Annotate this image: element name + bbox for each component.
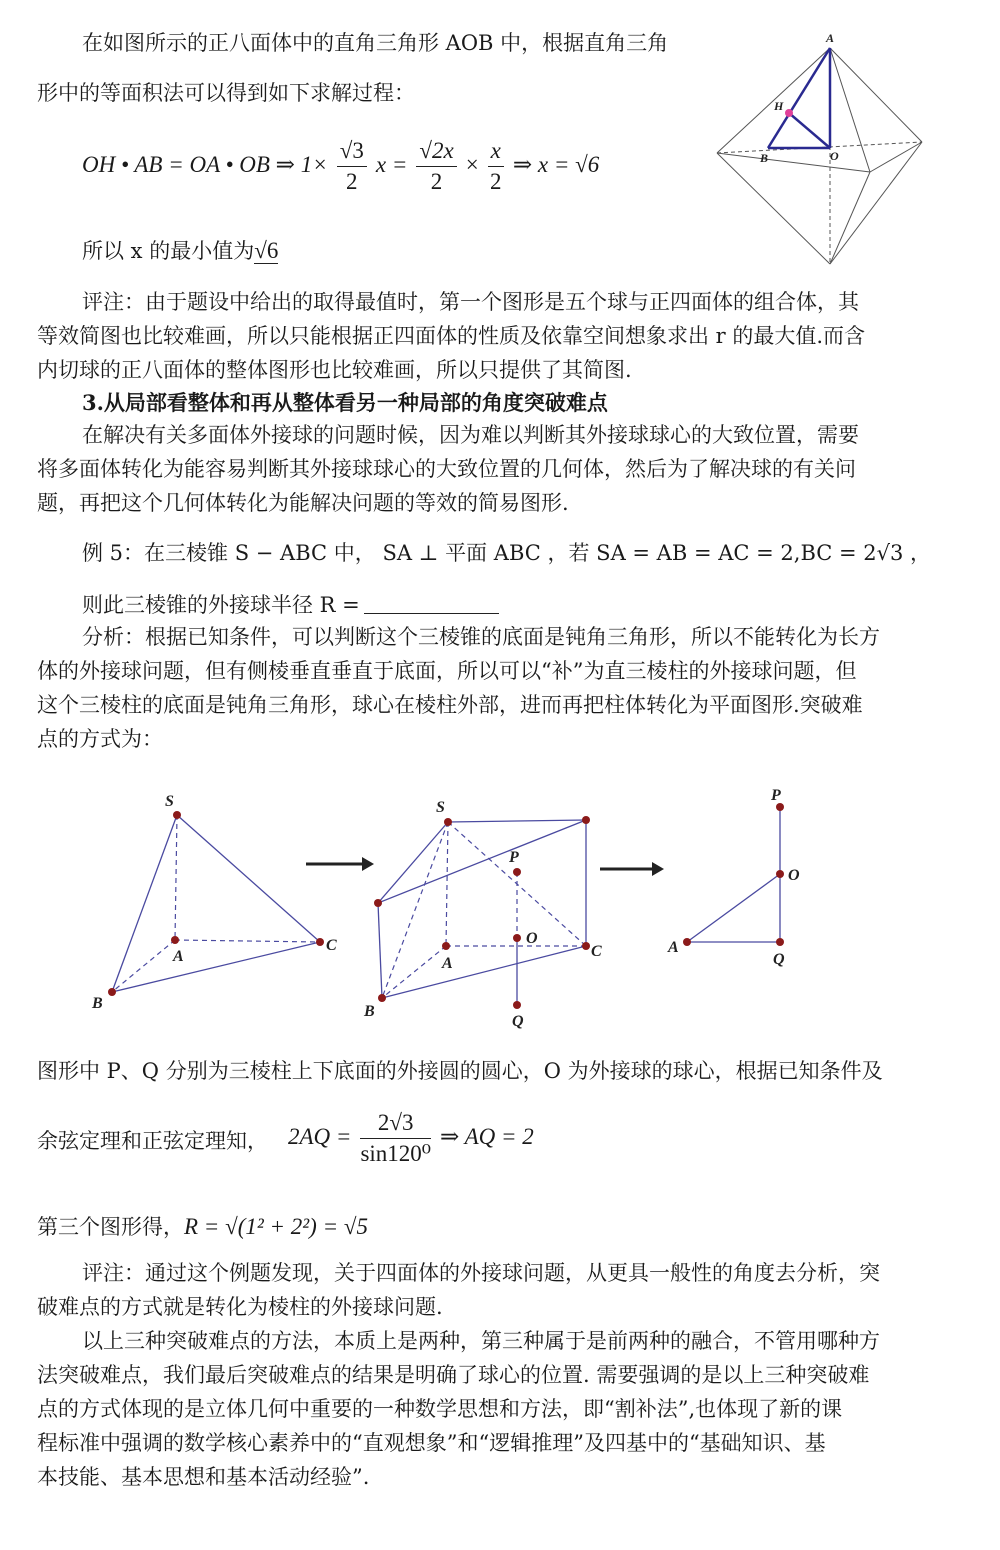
section-heading-3: 3.从局部看整体和再从整体看另一种局部的角度突破难点 xyxy=(82,390,608,415)
answer-blank xyxy=(364,593,499,614)
octa-label-O: O xyxy=(830,149,839,163)
comment1-line2: 等效简图也比较难画，所以只能根据正四面体的性质及依靠空间想象求出 r 的最大值.而含 xyxy=(37,324,866,348)
formula-aq: 2AQ = $\frac{2√3}{\text{sin120⁰}}$ ⇒ AQ = 2 xyxy=(288,1110,534,1166)
para3-line3: 题，再把这个几何体转化为能解决问题的等效的简易图形. xyxy=(37,491,569,515)
fig2-label-B: B xyxy=(364,1003,375,1020)
formula1-frac1: $\frac{√3}{2}$ xyxy=(337,136,367,197)
arrow-1 xyxy=(306,857,374,871)
octa-label-H: H xyxy=(774,99,784,113)
fig3-label-Q: Q xyxy=(773,951,785,968)
para3-line2: 将多面体转化为能容易判断其外接球球心的大致位置的几何体，然后为了解决球的有关问 xyxy=(37,457,856,481)
conclusion1: 所以 x 的最小值为√6 xyxy=(82,238,279,263)
formula1-frac3: $\frac{x}{2}$ xyxy=(488,136,504,197)
fig2-label-Q: Q xyxy=(512,1013,524,1030)
fig3-label-A: A xyxy=(668,939,679,956)
fig3-label-P: P xyxy=(771,787,781,804)
afterfig-line2: 余弦定理和正弦定理知， xyxy=(37,1129,268,1153)
analysis-line1: 分析：根据已知条件，可以判断这个三棱锥的底面是钝角三角形，所以不能转化为长方 xyxy=(82,625,880,649)
para1-line2: 形中的等面积法可以得到如下求解过程： xyxy=(37,81,415,105)
figure2-prism xyxy=(363,799,602,1030)
comment2-line2: 破难点的方式就是转化为棱柱的外接球问题. xyxy=(37,1295,443,1319)
formula1-lhs: OH • AB = OA • OB ⇒ 1× xyxy=(82,152,328,178)
comment1-line3: 内切球的正八面体的整体图形也比较难画，所以只提供了其简图. xyxy=(37,358,632,382)
formula1-frac2: $\frac{√2x}{2}$ xyxy=(416,136,456,197)
fig1-label-C: C xyxy=(326,937,337,954)
para4-line3: 点的方式体现的是立体几何中重要的一种数学思想和方法，即“割补法”,也体现了新的课 xyxy=(37,1397,843,1421)
afterfig-line3: 第三个图形得，R = √(1² + 2²) = √5 xyxy=(37,1214,368,1239)
para1-line1: 在如图所示的正八面体中的直角三角形 AOB 中，根据直角三角 xyxy=(82,31,669,55)
formula1-mid: x = xyxy=(375,152,408,178)
formula1-times: × xyxy=(465,152,479,178)
figure1-tetrahedron xyxy=(91,793,337,1012)
para3-line1: 在解决有关多面体外接球的问题时候，因为难以判断其外接球球心的大致位置，需要 xyxy=(82,423,859,447)
octa-label-B: B xyxy=(760,151,769,165)
figure-row xyxy=(80,780,940,1030)
comment1-line1: 评注：由于题设中给出的取得最值时，第一个图形是五个球与正四面体的组合体，其 xyxy=(82,290,859,314)
octa-label-A: A xyxy=(826,31,835,45)
analysis-line3: 这个三棱柱的底面是钝角三角形，球心在棱柱外部，进而再把柱体转化为平面图形.突破难 xyxy=(37,693,863,717)
para4-line2: 法突破难点，我们最后突破难点的结果是明确了球心的位置. 需要强调的是以上三种突破难 xyxy=(37,1363,870,1387)
arrow-2 xyxy=(600,862,664,876)
analysis-line4: 点的方式为： xyxy=(37,727,163,751)
radius-formula: R = √(1² + 2²) = √5 xyxy=(184,1214,368,1239)
fig1-label-A: A xyxy=(173,948,184,965)
fig1-label-B: B xyxy=(92,995,103,1012)
para4-line5: 本技能、基本思想和基本活动经验”. xyxy=(37,1465,370,1489)
fig2-label-P: P xyxy=(509,849,519,866)
para4-line1: 以上三种突破难点的方法，本质上是两种，第三种属于是前两种的融合，不管用哪种方 xyxy=(82,1329,880,1353)
fig2-label-C: C xyxy=(591,943,602,960)
formula-area xyxy=(82,136,599,197)
figure3-plane xyxy=(667,787,800,968)
fig2-label-S: S xyxy=(436,799,445,816)
example5-line1: 例 5：在三棱锥 S − ABC 中， SA ⊥ 平面 ABC ，若 SA = AB = AC = 2,BC = 2√3 ， xyxy=(82,541,932,565)
afterfig-line1: 图形中 P、Q 分别为三棱柱上下底面的外接圆的圆心，O 为外接球的球心，根据已知条件及 xyxy=(37,1059,883,1083)
example5-line2: 则此三棱锥的外接球半径 R = xyxy=(82,590,499,620)
fig1-label-S: S xyxy=(165,793,174,810)
fig2-label-A: A xyxy=(442,955,453,972)
fig3-label-O: O xyxy=(788,867,800,884)
octahedron-figure xyxy=(712,30,934,270)
comment2-line1: 评注：通过这个例题发现，关于四面体的外接球问题，从更具一般性的角度去分析，突 xyxy=(82,1261,880,1285)
analysis-line2: 体的外接球问题，但有侧棱垂直垂直于底面，所以可以“补”为直三棱柱的外接球问题，但 xyxy=(37,659,857,683)
conclusion1-value: √6 xyxy=(254,238,279,263)
formula1-rhs: ⇒ x = √6 xyxy=(512,152,600,178)
para4-line4: 程标准中强调的数学核心素养中的“直观想象”和“逻辑推理”及四基中的“基础知识、基 xyxy=(37,1431,826,1455)
fig2-label-O: O xyxy=(526,930,538,947)
